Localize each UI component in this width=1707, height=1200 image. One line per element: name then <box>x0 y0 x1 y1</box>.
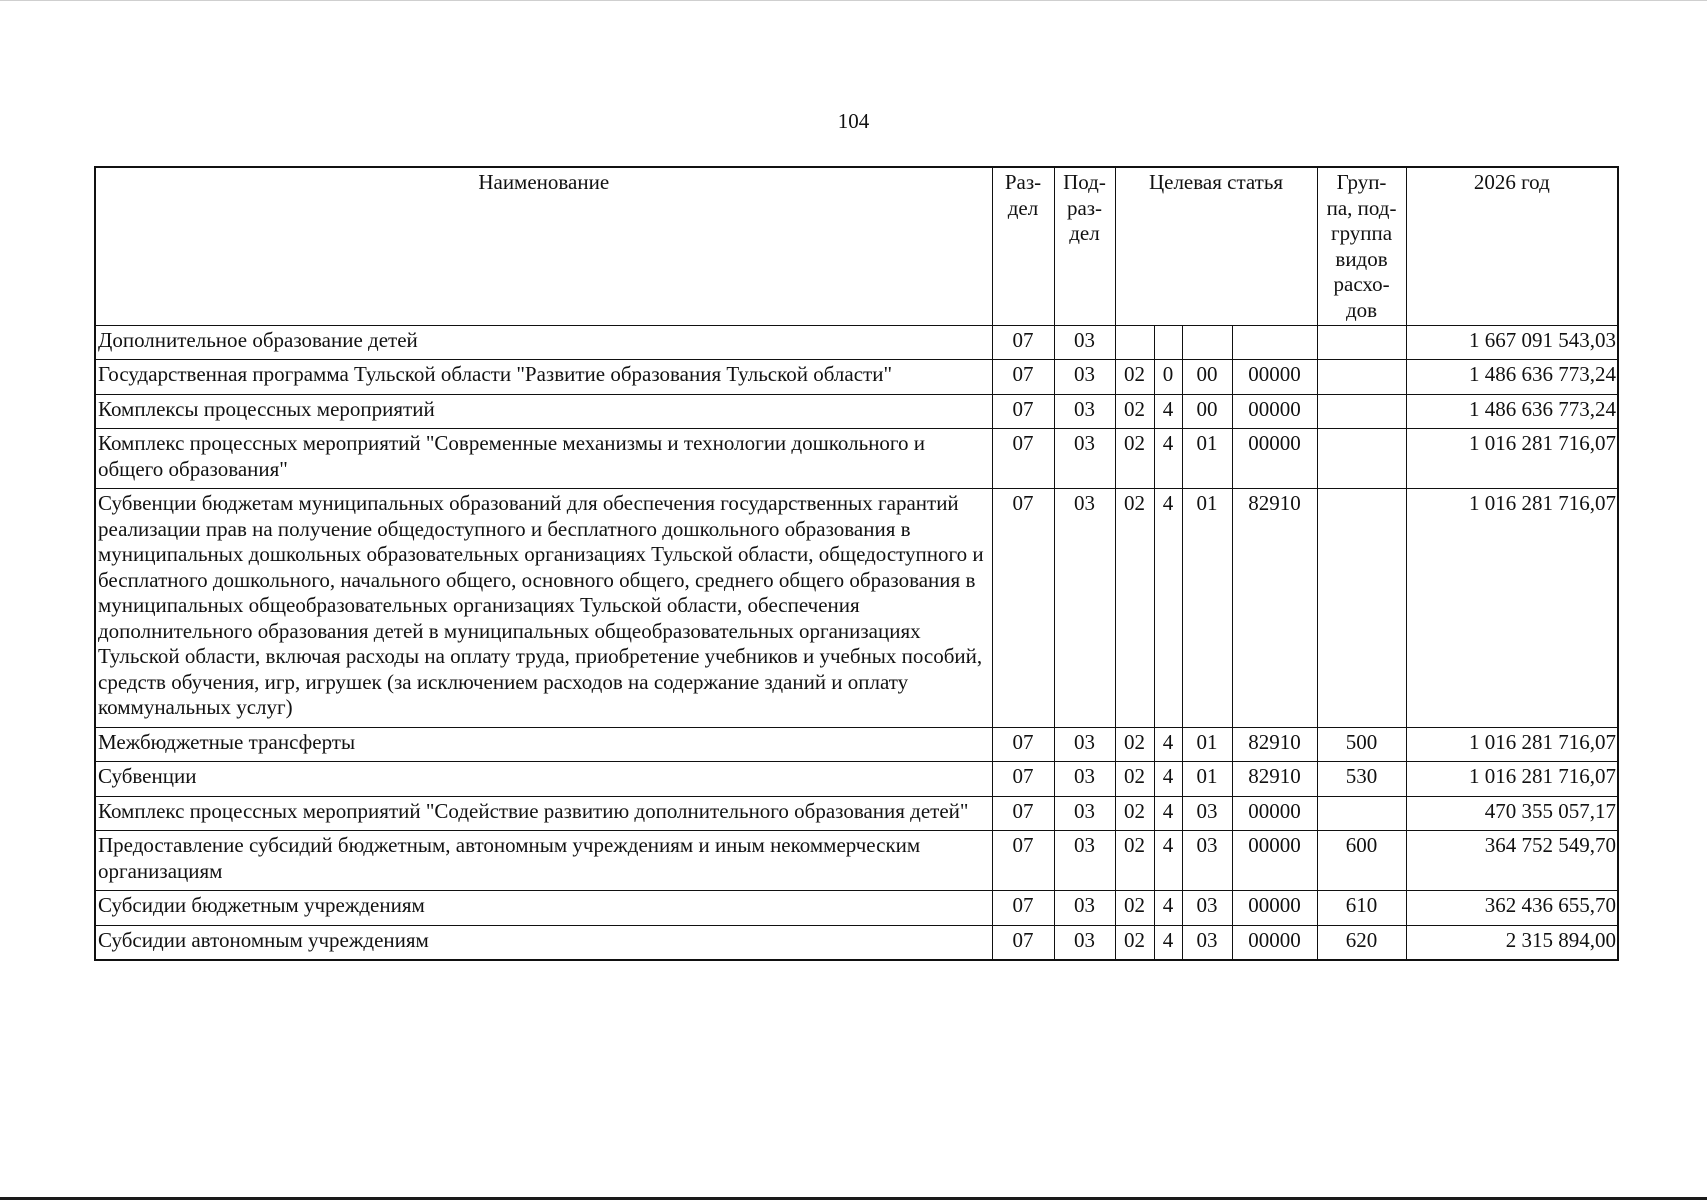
cell-name: Межбюджетные трансферты <box>95 727 992 762</box>
cell-target-program: 02 <box>1115 831 1154 891</box>
cell-name: Дополнительное образование детей <box>95 325 992 360</box>
table-row <box>95 727 1618 762</box>
cell-amount: 362 436 655,70 <box>1406 891 1618 926</box>
cell-target-direction: 00000 <box>1232 360 1317 395</box>
cell-amount: 364 752 549,70 <box>1406 831 1618 891</box>
table-row <box>95 925 1618 960</box>
cell-target-program: 02 <box>1115 762 1154 797</box>
cell-target-type: 4 <box>1154 891 1182 926</box>
cell-subsection: 03 <box>1054 360 1115 395</box>
cell-target-complex: 03 <box>1182 831 1232 891</box>
table-body <box>95 325 1618 960</box>
header-expense-group-label: Груп- па, под- группа видов расхо- дов <box>1326 170 1397 322</box>
cell-subsection: 03 <box>1054 796 1115 831</box>
cell-target-complex: 03 <box>1182 925 1232 960</box>
cell-amount: 1 016 281 716,07 <box>1406 429 1618 489</box>
scan-edge-top <box>0 0 1707 1</box>
table-row <box>95 762 1618 797</box>
cell-section: 07 <box>992 727 1054 762</box>
cell-subsection: 03 <box>1054 831 1115 891</box>
cell-section: 07 <box>992 429 1054 489</box>
cell-name: Предоставление субсидий бюджетным, автономным учреждениям и иным некоммерческим организациям <box>95 831 992 891</box>
cell-amount: 2 315 894,00 <box>1406 925 1618 960</box>
cell-target-type: 4 <box>1154 796 1182 831</box>
cell-target-program <box>1115 325 1154 360</box>
cell-amount: 1 486 636 773,24 <box>1406 360 1618 395</box>
cell-expense-group: 500 <box>1317 727 1406 762</box>
cell-target-complex: 00 <box>1182 360 1232 395</box>
cell-target-complex: 01 <box>1182 489 1232 728</box>
cell-target-direction: 82910 <box>1232 762 1317 797</box>
cell-section: 07 <box>992 891 1054 926</box>
table-row <box>95 489 1618 728</box>
cell-name: Субвенции бюджетам муниципальных образований для обеспечения государственных гарантий реализации прав на получение общедоступного и бесплатного дошкольного образования в муниципальных дошкольных образовательных организациях Тульской области, общедоступного и бесплатного дошкольного, начального общего, основного общего, среднего общего образования в муниципальных общеобразовательных организациях Тульской области, обеспечения дополнительного образования детей в муниципальных общеобразовательных организациях Тульской области, включая расходы на оплату труда, приобретение учебников и учебных пособий, средств обучения, игр, игрушек (за исключением расходов на содержание зданий и оплату коммунальных услуг) <box>95 489 992 728</box>
table-row <box>95 831 1618 891</box>
cell-target-type: 4 <box>1154 831 1182 891</box>
cell-amount: 470 355 057,17 <box>1406 796 1618 831</box>
header-target-article: Целевая статья <box>1115 167 1317 325</box>
cell-target-direction <box>1232 325 1317 360</box>
header-row <box>95 167 1618 325</box>
cell-subsection: 03 <box>1054 727 1115 762</box>
cell-expense-group: 620 <box>1317 925 1406 960</box>
cell-target-complex: 01 <box>1182 762 1232 797</box>
header-section <box>992 167 1054 325</box>
cell-subsection: 03 <box>1054 394 1115 429</box>
cell-expense-group <box>1317 429 1406 489</box>
cell-expense-group: 600 <box>1317 831 1406 891</box>
table-row <box>95 394 1618 429</box>
cell-subsection: 03 <box>1054 925 1115 960</box>
cell-target-type: 4 <box>1154 394 1182 429</box>
cell-target-direction: 82910 <box>1232 489 1317 728</box>
cell-amount: 1 016 281 716,07 <box>1406 762 1618 797</box>
cell-target-type: 4 <box>1154 762 1182 797</box>
cell-subsection: 03 <box>1054 489 1115 728</box>
cell-target-direction: 82910 <box>1232 727 1317 762</box>
cell-target-complex: 00 <box>1182 394 1232 429</box>
cell-target-program: 02 <box>1115 891 1154 926</box>
cell-name: Субсидии бюджетным учреждениям <box>95 891 992 926</box>
cell-target-complex: 03 <box>1182 891 1232 926</box>
cell-expense-group <box>1317 796 1406 831</box>
cell-name: Субвенции <box>95 762 992 797</box>
cell-section: 07 <box>992 925 1054 960</box>
page-number: 104 <box>837 109 870 133</box>
cell-subsection: 03 <box>1054 891 1115 926</box>
cell-target-program: 02 <box>1115 394 1154 429</box>
cell-target-type: 4 <box>1154 925 1182 960</box>
table-row <box>95 796 1618 831</box>
cell-target-direction: 00000 <box>1232 831 1317 891</box>
cell-expense-group <box>1317 325 1406 360</box>
cell-section: 07 <box>992 394 1054 429</box>
cell-expense-group: 530 <box>1317 762 1406 797</box>
cell-section: 07 <box>992 325 1054 360</box>
cell-subsection: 03 <box>1054 762 1115 797</box>
cell-expense-group <box>1317 489 1406 728</box>
cell-target-program: 02 <box>1115 727 1154 762</box>
cell-target-complex: 03 <box>1182 796 1232 831</box>
cell-target-program: 02 <box>1115 925 1154 960</box>
cell-section: 07 <box>992 489 1054 728</box>
cell-target-complex: 01 <box>1182 727 1232 762</box>
table-row <box>95 325 1618 360</box>
cell-target-type: 4 <box>1154 429 1182 489</box>
cell-expense-group <box>1317 394 1406 429</box>
header-expense-group <box>1317 167 1406 325</box>
cell-target-complex <box>1182 325 1232 360</box>
cell-target-program: 02 <box>1115 796 1154 831</box>
cell-name: Комплекс процессных мероприятий "Современные механизмы и технологии дошкольного и общего образования" <box>95 429 992 489</box>
cell-name: Комплексы процессных мероприятий <box>95 394 992 429</box>
cell-target-program: 02 <box>1115 489 1154 728</box>
cell-target-type: 4 <box>1154 727 1182 762</box>
cell-section: 07 <box>992 762 1054 797</box>
cell-expense-group: 610 <box>1317 891 1406 926</box>
header-name: Наименование <box>95 167 992 325</box>
cell-target-direction: 00000 <box>1232 925 1317 960</box>
header-section-label: Раз- дел <box>1004 170 1042 220</box>
cell-target-complex: 01 <box>1182 429 1232 489</box>
budget-table <box>94 166 1619 961</box>
cell-target-type: 4 <box>1154 489 1182 728</box>
cell-target-type: 0 <box>1154 360 1182 395</box>
header-subsection <box>1054 167 1115 325</box>
cell-target-direction: 00000 <box>1232 891 1317 926</box>
cell-section: 07 <box>992 831 1054 891</box>
cell-expense-group <box>1317 360 1406 395</box>
header-year: 2026 год <box>1406 167 1618 325</box>
cell-name: Комплекс процессных мероприятий "Содействие развитию дополнительного образования детей" <box>95 796 992 831</box>
cell-name: Государственная программа Тульской области "Развитие образования Тульской области" <box>95 360 992 395</box>
cell-target-type <box>1154 325 1182 360</box>
cell-target-program: 02 <box>1115 360 1154 395</box>
header-subsection-label: Под- раз- дел <box>1063 170 1106 245</box>
cell-section: 07 <box>992 796 1054 831</box>
table-row <box>95 429 1618 489</box>
cell-section: 07 <box>992 360 1054 395</box>
table-row <box>95 891 1618 926</box>
cell-amount: 1 667 091 543,03 <box>1406 325 1618 360</box>
cell-subsection: 03 <box>1054 429 1115 489</box>
cell-target-program: 02 <box>1115 429 1154 489</box>
cell-target-direction: 00000 <box>1232 394 1317 429</box>
table-row <box>95 360 1618 395</box>
cell-target-direction: 00000 <box>1232 429 1317 489</box>
cell-target-direction: 00000 <box>1232 796 1317 831</box>
cell-amount: 1 016 281 716,07 <box>1406 727 1618 762</box>
cell-amount: 1 016 281 716,07 <box>1406 489 1618 728</box>
cell-amount: 1 486 636 773,24 <box>1406 394 1618 429</box>
cell-subsection: 03 <box>1054 325 1115 360</box>
cell-name: Субсидии автономным учреждениям <box>95 925 992 960</box>
